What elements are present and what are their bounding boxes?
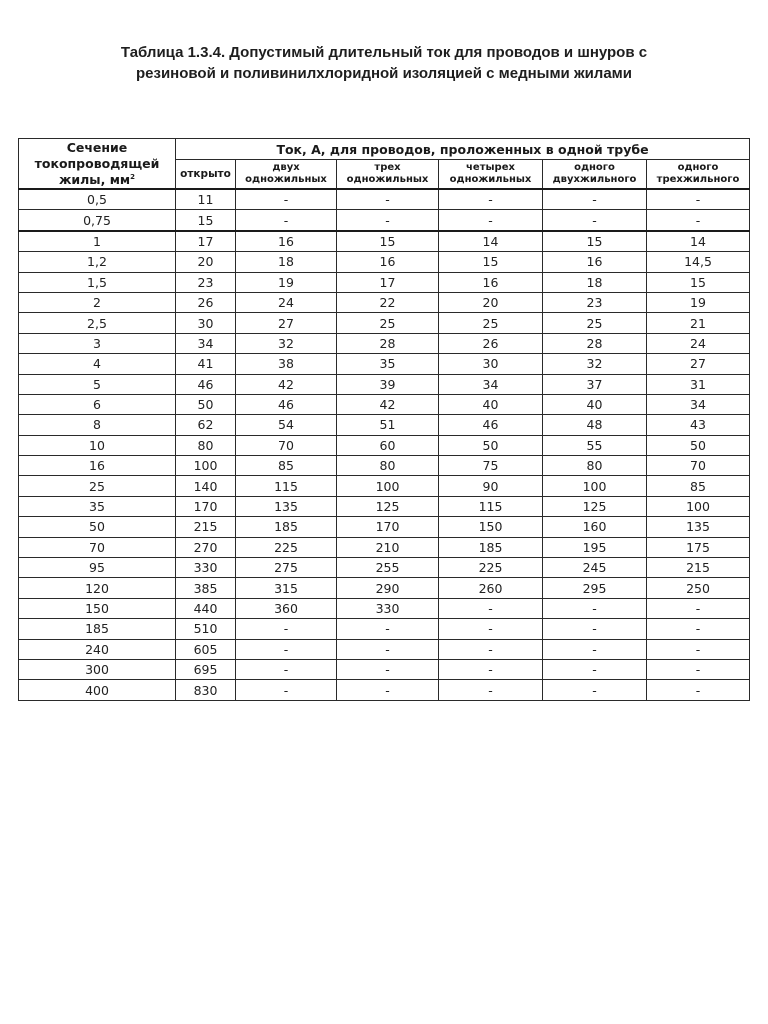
cross-section-cell: 185	[19, 619, 176, 639]
current-value-cell: 38	[236, 354, 337, 374]
current-value-cell: 42	[337, 394, 439, 414]
current-value-cell: 135	[236, 496, 337, 516]
current-value-cell: -	[647, 639, 750, 659]
current-value-cell: 255	[337, 558, 439, 578]
current-value-cell: 46	[176, 374, 236, 394]
column-header-label: одного	[574, 162, 615, 173]
current-value-cell: 30	[176, 313, 236, 333]
current-value-cell: 85	[236, 456, 337, 476]
current-value-cell: 170	[176, 496, 236, 516]
current-value-cell: -	[647, 659, 750, 679]
current-value-cell: 115	[236, 476, 337, 496]
table-row	[19, 415, 750, 435]
cross-section-cell: 6	[19, 394, 176, 414]
section-column-header	[19, 139, 176, 190]
current-value-cell: -	[439, 619, 543, 639]
current-value-cell: 270	[176, 537, 236, 557]
table-row	[19, 354, 750, 374]
table-title-line-2: резиновой и поливинилхлоридной изоляцией с медными жилами	[136, 65, 632, 82]
section-header-line-1: Сечение	[66, 139, 128, 155]
cross-section-cell: 95	[19, 558, 176, 578]
cross-section-cell: 1,5	[19, 272, 176, 292]
current-value-cell: 185	[439, 537, 543, 557]
cross-section-cell: 2	[19, 292, 176, 312]
column-header-sublabel: двухжильного	[552, 174, 637, 185]
section-header-superscript: 2	[130, 172, 136, 181]
table-row	[19, 659, 750, 679]
current-value-cell: -	[439, 210, 543, 231]
table-row	[19, 333, 750, 353]
current-value-cell: 23	[543, 292, 647, 312]
cross-section-cell: 400	[19, 680, 176, 700]
current-value-cell: 50	[176, 394, 236, 414]
current-value-cell: 225	[439, 558, 543, 578]
column-header-sublabel: одножильных	[245, 174, 327, 185]
current-value-cell: 34	[439, 374, 543, 394]
current-value-cell: 85	[647, 476, 750, 496]
current-value-cell: 160	[543, 517, 647, 537]
current-value-cell: 250	[647, 578, 750, 598]
current-value-cell: -	[236, 210, 337, 231]
current-value-cell: 26	[176, 292, 236, 312]
column-header-5	[647, 160, 750, 190]
current-value-cell: -	[543, 639, 647, 659]
current-value-cell: 290	[337, 578, 439, 598]
column-header-3	[439, 160, 543, 190]
section-header-line-3: жилы, мм	[58, 171, 131, 187]
current-value-cell: 25	[439, 313, 543, 333]
table-row	[19, 680, 750, 700]
table-row	[19, 374, 750, 394]
current-value-cell: 46	[439, 415, 543, 435]
current-value-cell: 170	[337, 517, 439, 537]
current-value-cell: 24	[647, 333, 750, 353]
column-header-label: одного	[677, 162, 719, 173]
current-value-cell: -	[647, 189, 750, 210]
cross-section-cell: 300	[19, 659, 176, 679]
current-value-cell: -	[236, 619, 337, 639]
current-value-cell: -	[439, 189, 543, 210]
current-value-cell: -	[337, 210, 439, 231]
current-value-cell: 22	[337, 292, 439, 312]
current-value-cell: 295	[543, 578, 647, 598]
current-value-cell: -	[236, 680, 337, 700]
current-value-cell: 440	[176, 598, 236, 618]
current-value-cell: 28	[543, 333, 647, 353]
cross-section-cell: 25	[19, 476, 176, 496]
column-header-0	[176, 160, 236, 190]
current-value-cell: 55	[543, 435, 647, 455]
cross-section-cell: 16	[19, 456, 176, 476]
current-value-cell: 150	[439, 517, 543, 537]
cross-section-cell: 50	[19, 517, 176, 537]
table-row	[19, 578, 750, 598]
current-value-cell: -	[439, 659, 543, 679]
current-value-cell: 605	[176, 639, 236, 659]
current-value-cell: 23	[176, 272, 236, 292]
current-value-cell: 330	[176, 558, 236, 578]
table-row	[19, 210, 750, 231]
current-value-cell: 34	[647, 394, 750, 414]
current-value-cell: 80	[337, 456, 439, 476]
current-value-cell: 15	[176, 210, 236, 231]
current-value-cell: 75	[439, 456, 543, 476]
table-row	[19, 252, 750, 272]
current-value-cell: 54	[236, 415, 337, 435]
current-value-cell: 100	[543, 476, 647, 496]
current-value-cell: 14	[439, 231, 543, 252]
current-value-cell: 50	[439, 435, 543, 455]
table-row	[19, 435, 750, 455]
table-row	[19, 189, 750, 210]
cross-section-cell: 2,5	[19, 313, 176, 333]
cross-section-cell: 240	[19, 639, 176, 659]
current-value-cell: 135	[647, 517, 750, 537]
cross-section-cell: 10	[19, 435, 176, 455]
current-value-cell: 27	[647, 354, 750, 374]
current-value-cell: 15	[439, 252, 543, 272]
current-value-cell: -	[543, 189, 647, 210]
current-value-cell: 330	[337, 598, 439, 618]
current-value-cell: 695	[176, 659, 236, 679]
current-value-cell: 360	[236, 598, 337, 618]
current-value-cell: 19	[236, 272, 337, 292]
current-value-cell: 185	[236, 517, 337, 537]
current-value-cell: 46	[236, 394, 337, 414]
current-value-cell: 100	[176, 456, 236, 476]
table-row	[19, 394, 750, 414]
current-value-cell: 16	[236, 231, 337, 252]
table-title	[20, 42, 748, 84]
current-value-cell: 195	[543, 537, 647, 557]
column-header-label: трех	[374, 162, 401, 173]
table-row	[19, 558, 750, 578]
section-header-line-2: токопроводящей	[34, 155, 160, 171]
current-value-cell: 25	[543, 313, 647, 333]
current-value-cell: 14	[647, 231, 750, 252]
table-row	[19, 619, 750, 639]
current-value-cell: -	[647, 598, 750, 618]
current-value-cell: 32	[543, 354, 647, 374]
current-value-cell: 31	[647, 374, 750, 394]
table-row	[19, 231, 750, 252]
current-value-cell: 34	[176, 333, 236, 353]
cross-section-cell: 0,75	[19, 210, 176, 231]
current-value-cell: 17	[176, 231, 236, 252]
current-value-cell: 115	[439, 496, 543, 516]
current-value-cell: 385	[176, 578, 236, 598]
current-value-cell: 510	[176, 619, 236, 639]
current-value-cell: -	[236, 639, 337, 659]
current-value-cell: 15	[337, 231, 439, 252]
current-value-cell: 19	[647, 292, 750, 312]
current-value-cell: 24	[236, 292, 337, 312]
current-value-cell: 41	[176, 354, 236, 374]
current-value-cell: 25	[337, 313, 439, 333]
current-value-cell: 11	[176, 189, 236, 210]
cross-section-cell: 150	[19, 598, 176, 618]
current-value-cell: 32	[236, 333, 337, 353]
current-value-cell: 125	[337, 496, 439, 516]
current-value-cell: 51	[337, 415, 439, 435]
cross-section-cell: 5	[19, 374, 176, 394]
current-value-cell: 30	[439, 354, 543, 374]
cross-section-cell: 1	[19, 231, 176, 252]
cross-section-cell: 4	[19, 354, 176, 374]
current-value-cell: 15	[543, 231, 647, 252]
current-value-cell: 48	[543, 415, 647, 435]
current-value-cell: -	[337, 680, 439, 700]
current-value-cell: 35	[337, 354, 439, 374]
table-header	[19, 139, 750, 190]
current-value-cell: 175	[647, 537, 750, 557]
current-value-cell: -	[543, 210, 647, 231]
current-value-cell: 260	[439, 578, 543, 598]
column-header-sublabel: одножильных	[346, 174, 429, 185]
current-value-cell: 40	[439, 394, 543, 414]
column-header-label: четырех	[466, 162, 515, 173]
table-body	[19, 189, 750, 700]
current-value-cell: 140	[176, 476, 236, 496]
current-value-cell: 70	[236, 435, 337, 455]
table-row	[19, 517, 750, 537]
current-value-cell: 16	[543, 252, 647, 272]
current-value-cell: 39	[337, 374, 439, 394]
column-header-1	[236, 160, 337, 190]
current-value-cell: 215	[176, 517, 236, 537]
current-value-cell: 20	[176, 252, 236, 272]
current-value-cell: 17	[337, 272, 439, 292]
column-header-2	[337, 160, 439, 190]
current-value-cell: 215	[647, 558, 750, 578]
current-value-cell: -	[647, 680, 750, 700]
current-value-cell: 27	[236, 313, 337, 333]
current-value-cell: 315	[236, 578, 337, 598]
current-value-cell: 26	[439, 333, 543, 353]
cross-section-cell: 35	[19, 496, 176, 516]
current-value-cell: -	[543, 619, 647, 639]
table-row	[19, 456, 750, 476]
current-value-cell: 90	[439, 476, 543, 496]
current-group-header: Ток, А, для проводов, проложенных в одной трубе	[176, 139, 750, 160]
column-header-sublabel: одножильных	[449, 174, 532, 185]
current-value-cell: 14,5	[647, 252, 750, 272]
current-value-cell: 80	[176, 435, 236, 455]
current-value-cell: -	[337, 619, 439, 639]
current-value-cell: -	[543, 680, 647, 700]
table-row	[19, 292, 750, 312]
current-value-cell: 16	[439, 272, 543, 292]
current-value-cell: -	[647, 210, 750, 231]
current-value-cell: 80	[543, 456, 647, 476]
current-value-cell: 28	[337, 333, 439, 353]
current-value-cell: 100	[647, 496, 750, 516]
table-row	[19, 496, 750, 516]
current-value-cell: 245	[543, 558, 647, 578]
current-value-cell: 15	[647, 272, 750, 292]
current-value-cell: -	[236, 189, 337, 210]
table-row	[19, 598, 750, 618]
current-value-cell: 50	[647, 435, 750, 455]
current-value-cell: 42	[236, 374, 337, 394]
table-row	[19, 272, 750, 292]
cross-section-cell: 8	[19, 415, 176, 435]
current-value-cell: 18	[236, 252, 337, 272]
current-table	[18, 138, 750, 701]
current-value-cell: 18	[543, 272, 647, 292]
current-value-cell: -	[543, 598, 647, 618]
current-value-cell: 21	[647, 313, 750, 333]
table-row	[19, 537, 750, 557]
current-value-cell: -	[337, 639, 439, 659]
current-value-cell: 37	[543, 374, 647, 394]
table-row	[19, 313, 750, 333]
current-value-cell: -	[337, 189, 439, 210]
current-value-cell: -	[543, 659, 647, 679]
current-value-cell: -	[647, 619, 750, 639]
current-value-cell: 70	[647, 456, 750, 476]
current-value-cell: -	[439, 680, 543, 700]
column-header-sublabel: трехжильного	[656, 174, 740, 185]
current-value-cell: 62	[176, 415, 236, 435]
current-value-cell: 100	[337, 476, 439, 496]
current-value-cell: 210	[337, 537, 439, 557]
current-value-cell: 225	[236, 537, 337, 557]
column-header-label: открыто	[180, 168, 231, 180]
cross-section-cell: 3	[19, 333, 176, 353]
current-value-cell: 20	[439, 292, 543, 312]
cross-section-cell: 0,5	[19, 189, 176, 210]
current-value-cell: 275	[236, 558, 337, 578]
table-row	[19, 639, 750, 659]
cross-section-cell: 70	[19, 537, 176, 557]
table-row	[19, 476, 750, 496]
current-value-cell: 125	[543, 496, 647, 516]
column-header-4	[543, 160, 647, 190]
cross-section-cell: 120	[19, 578, 176, 598]
current-value-cell: 830	[176, 680, 236, 700]
current-value-cell: -	[337, 659, 439, 679]
current-value-cell: 43	[647, 415, 750, 435]
column-header-label: двух	[272, 162, 300, 173]
current-value-cell: 60	[337, 435, 439, 455]
cross-section-cell: 1,2	[19, 252, 176, 272]
table-title-line-1: Таблица 1.3.4. Допустимый длительный ток для проводов и шнуров с	[120, 44, 648, 61]
current-value-cell: 16	[337, 252, 439, 272]
current-value-cell: 40	[543, 394, 647, 414]
current-value-cell: -	[439, 598, 543, 618]
current-value-cell: -	[236, 659, 337, 679]
current-value-cell: -	[439, 639, 543, 659]
